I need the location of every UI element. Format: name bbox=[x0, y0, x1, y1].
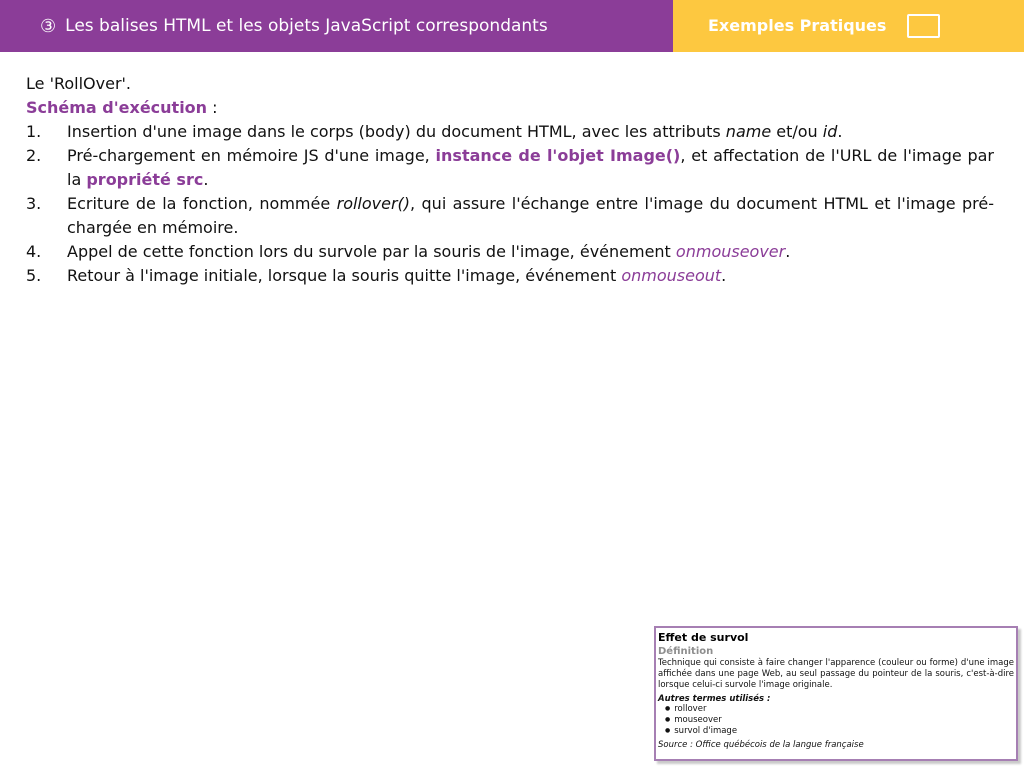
step-number: 2. bbox=[26, 146, 42, 165]
examples-button[interactable] bbox=[907, 14, 940, 38]
step-text: Insertion d'une image dans le corps (body) du document HTML, avec les attributs bbox=[67, 122, 726, 141]
header-examples-bar bbox=[673, 0, 1024, 52]
step-event: onmouseout bbox=[621, 266, 722, 285]
step-text: , et affectation de l'URL de l'image par la bbox=[67, 146, 995, 189]
step-text: . bbox=[837, 122, 843, 141]
definition-source: Source : Office québécois de la langue française bbox=[658, 740, 864, 750]
step-text: Pré-chargement en mémoire JS d'une image, bbox=[67, 146, 436, 165]
step-number: 1. bbox=[26, 122, 42, 141]
schema-label: Schéma d'exécution bbox=[26, 98, 208, 117]
step-text: . bbox=[785, 242, 791, 261]
step-highlight: propriété src bbox=[86, 170, 204, 189]
schema-heading bbox=[26, 96, 994, 120]
step-em: rollover() bbox=[336, 194, 411, 213]
page-title: Les balises HTML et les objets JavaScript correspondants bbox=[65, 16, 548, 36]
step-item bbox=[26, 240, 994, 264]
intro-text: Le 'RollOver'. bbox=[26, 74, 132, 93]
step-text: Retour à l'image initiale, lorsque la souris quitte l'image, événement bbox=[67, 266, 622, 285]
step-item bbox=[26, 120, 994, 144]
step-em: name bbox=[725, 122, 772, 141]
steps-list bbox=[26, 120, 994, 288]
step-text: Ecriture de la fonction, nommée bbox=[67, 194, 337, 213]
term-item: ● mouseover bbox=[675, 715, 1014, 726]
definition-text: Technique qui consiste à faire changer l'apparence (couleur ou forme) d'une image affichée dans une page Web, au seul passage du pointeur de la souris, c'est-à-dire lorsque celui-ci survole l'image originale. bbox=[658, 658, 1014, 690]
definition-box bbox=[654, 626, 1018, 761]
main-content bbox=[26, 72, 994, 288]
step-number: 5. bbox=[26, 266, 42, 285]
step-event: onmouseover bbox=[675, 242, 786, 261]
header-title-bar bbox=[0, 0, 673, 52]
step-text: Appel de cette fonction lors du survole par la souris de l'image, événement bbox=[67, 242, 676, 261]
definition-subtitle: Définition bbox=[658, 646, 714, 657]
definition-title: Effet de survol bbox=[658, 631, 749, 644]
step-item bbox=[26, 264, 994, 288]
step-text: et/ou bbox=[771, 122, 823, 141]
step-text: . bbox=[203, 170, 209, 189]
terms-list bbox=[658, 704, 1014, 737]
examples-link[interactable]: Exemples Pratiques bbox=[708, 16, 887, 35]
terms-title: Autres termes utilisés : bbox=[658, 694, 771, 704]
term-item: ● rollover bbox=[675, 704, 1014, 715]
step-number: 4. bbox=[26, 242, 42, 261]
section-number: ③ bbox=[40, 15, 57, 37]
step-highlight: instance de l'objet Image() bbox=[435, 146, 681, 165]
step-text: . bbox=[721, 266, 727, 285]
term-item: ● survol d'image bbox=[675, 726, 1014, 737]
step-item bbox=[26, 144, 994, 192]
header bbox=[0, 0, 1024, 52]
step-number: 3. bbox=[26, 194, 42, 213]
step-text: , qui assure l'échange entre l'image du document HTML et l'image pré-chargée en mémoire. bbox=[67, 194, 994, 237]
schema-colon: : bbox=[207, 98, 218, 117]
step-item bbox=[26, 192, 994, 240]
step-em: id bbox=[822, 122, 838, 141]
